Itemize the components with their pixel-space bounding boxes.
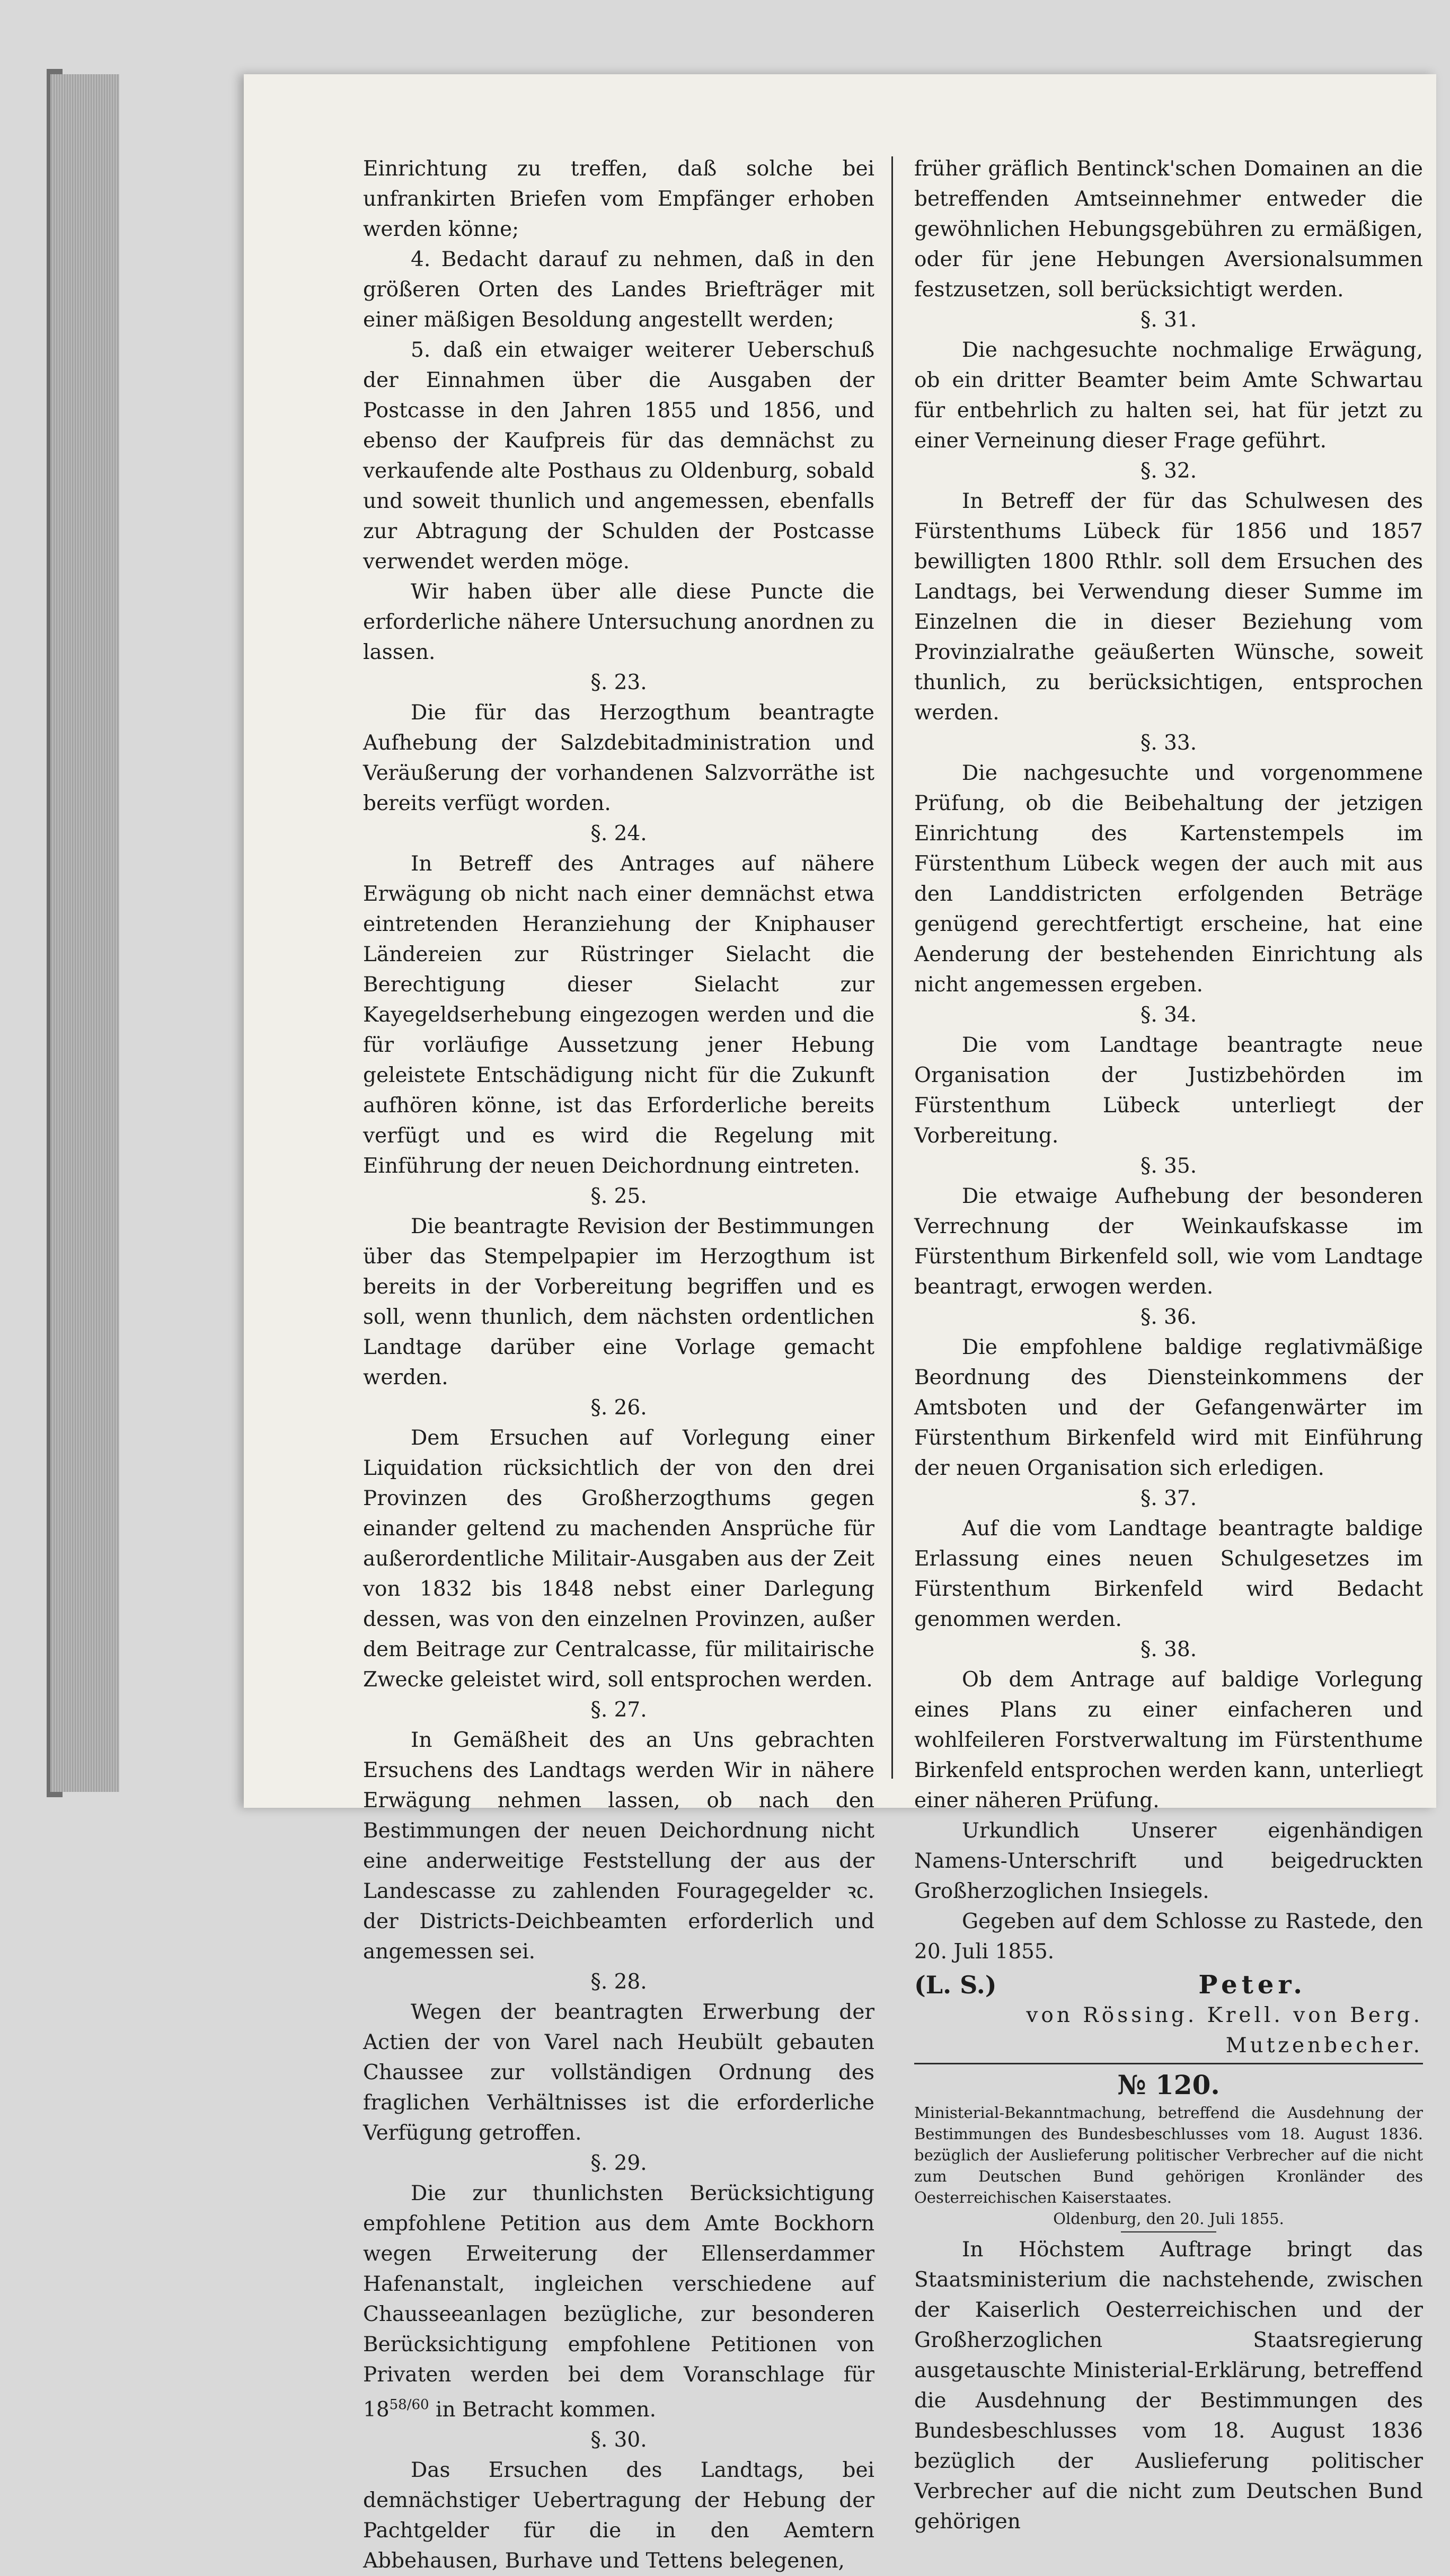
fiscal-year-fraction: 58/60 xyxy=(389,2397,429,2413)
section-heading: §. 33. xyxy=(1140,731,1197,755)
paragraph: Wir haben über alle diese Puncte die erforderliche nähere Untersuchung anordnen zu lassen. xyxy=(363,580,874,664)
right-column xyxy=(914,154,1423,2537)
section-heading: §. 28. xyxy=(590,1970,647,1994)
paragraph: Die vom Landtage beantragte neue Organisation der Justizbehörden im Fürstenthum Lübeck unterliegt der Vorbereitung. xyxy=(914,1033,1423,1148)
section-heading: §. 25. xyxy=(590,1184,647,1208)
paragraph: Die für das Herzogthum beantragte Aufhebung der Salzdebitadministration und Veräußerung der vorhandenen Salzvorräthe ist bereits verfügt worden. xyxy=(363,701,874,815)
paragraph-text: in Betracht kommen. xyxy=(429,2398,656,2422)
paragraph: In Betreff des Antrages auf nähere Erwägung ob nicht nach einer demnächst etwa eintretenden Heranziehung der Kniphauser Ländereien zur Rüstringer Sielacht die Berechtigung dieser Sielacht zur Kayegeldserhebung eingezogen werden und die für vorläufige Aussetzung jener Hebung geleistete Entschädigung nicht für die Zukunft aufhören könne, ist das Erforderliche bereits verfügt und es wird die Regelung mit Einführung der neuen Deichordnung eintreten. xyxy=(363,852,874,1178)
section-heading: §. 32. xyxy=(1140,459,1197,483)
paragraph: Ob dem Antrage auf baldige Vorlegung eines Plans zu einer einfacheren und wohlfeileren Forstverwaltung im Fürstenthume Birkenfeld entsprochen werden kann, unterliegt einer näheren Prüfung. xyxy=(914,1668,1423,1813)
signer-name: Peter. xyxy=(1198,1970,1306,2000)
section-heading: §. 35. xyxy=(1140,1154,1197,1178)
section-heading: §. 36. xyxy=(1140,1305,1197,1329)
signature-row xyxy=(914,1970,1423,2000)
paragraph: früher gräflich Bentinck'schen Domainen an die betreffenden Amtseinnehmer entweder die gewöhnlichen Hebungsgebühren zu ermäßigen, oder für jene Hebungen Aversionalsummen festzusetzen, soll berücksichtigt werden. xyxy=(914,157,1423,302)
paragraph: Die beantragte Revision der Bestimmungen über das Stempelpapier im Herzogthum ist bereits in der Vorbereitung begriffen und es soll, wenn thunlich, dem nächsten ordentlichen Landtage darüber eine Vorlage gemacht werden. xyxy=(363,1215,874,1390)
notice-title: Ministerial-Bekanntmachung, betreffend die Ausdehnung der Bestimmungen des Bundesbeschlusses vom 18. August 1836. bezüglich der Auslieferung politischer Verbrecher auf die nicht zum Deutschen Bund gehörigen Kronländer des Oesterreichischen Kaiserstaates. xyxy=(914,2104,1423,2206)
paragraph: Einrichtung zu treffen, daß solche bei unfrankirten Briefen vom Empfänger erhoben werden könne; xyxy=(363,157,874,241)
minister-signatures: von Rössing. Krell. von Berg. xyxy=(1026,2003,1423,2027)
paragraph: In Betreff der für das Schulwesen des Fürstenthums Lübeck für 1856 und 1857 bewilligten 1800 Rthlr. soll dem Ersuchen des Landtags, bei Verwendung dieser Summe im Einzelnen die in dieser Beziehung vom Provinzialrathe geäußerten Wünsche, soweit thunlich, zu berücksichtigen, entsprochen werden. xyxy=(914,489,1423,725)
horizontal-rule xyxy=(914,2063,1423,2064)
paragraph: 5. daß ein etwaiger weiterer Ueberschuß der Einnahmen über die Ausgaben der Postcasse in den Jahren 1855 und 1856, und ebenso der Kaufpreis für das demnächst zu verkaufende alte Posthaus zu Oldenburg, sobald und soweit thunlich und angemessen, ebenfalls zur Abtragung der Schulden der Postcasse verwendet werden möge. xyxy=(363,338,874,574)
section-heading: §. 30. xyxy=(590,2428,647,2452)
paragraph: In Höchstem Auftrage bringt das Staatsministerium die nachstehende, zwischen der Kaiserlich Oesterreichischen und der Großherzoglichen Staatsregierung ausgetauschte Ministerial-Erklärung, betreffend die Ausdehnung der Bestimmungen des Bundesbeschlusses vom 18. August 1836 bezüglich der Auslieferung politischer Verbrecher auf die nicht zum Deutschen Bund gehörigen xyxy=(914,2238,1423,2534)
section-heading: §. 27. xyxy=(590,1698,647,1722)
section-heading: §. 37. xyxy=(1140,1487,1197,1510)
paragraph: Die empfohlene baldige reglativmäßige Beordnung des Diensteinkommens der Amtsboten und der Gefangenwärter im Fürstenthum Birkenfeld wird mit Einführung der neuen Organisation sich erledigen. xyxy=(914,1335,1423,1480)
section-heading: §. 26. xyxy=(590,1396,647,1420)
column-divider xyxy=(891,156,893,1779)
paragraph xyxy=(363,2178,874,2425)
short-rule xyxy=(1121,2231,1216,2232)
section-heading: §. 23. xyxy=(590,671,647,694)
paragraph: Die nachgesuchte und vorgenommene Prüfung, ob die Beibehaltung der jetzigen Einrichtung des Kartenstempels im Fürstenthum Lübeck wegen der auch mit aus den Landdistricten erfolgenden Beträge genügend gerechtfertigt erscheine, hat eine Aenderung der bestehenden Einrichtung als nicht angemessen ergeben. xyxy=(914,761,1423,997)
paragraph: Auf die vom Landtage beantragte baldige Erlassung eines neuen Schulgesetzes im Fürstenthum Birkenfeld wird Bedacht genommen werden. xyxy=(914,1517,1423,1631)
paragraph: Gegeben auf dem Schlosse zu Rastede, den 20. Juli 1855. xyxy=(914,1910,1423,1964)
paragraph: Das Ersuchen des Landtags, bei demnächstiger Uebertragung der Hebung der Pachtgelder für die in den Aemtern Abbehausen, Burhave und Tettens belegenen, xyxy=(363,2458,874,2573)
paragraph: Die nachgesuchte nochmalige Erwägung, ob ein dritter Beamter beim Amte Schwartau für entbehrlich zu halten sei, hat für jetzt zu einer Verneinung dieser Frage geführt. xyxy=(914,338,1423,453)
book-page-edges xyxy=(50,74,119,1792)
section-heading: §. 29. xyxy=(590,2151,647,2175)
paragraph: Wegen der beantragten Erwerbung der Actien der von Varel nach Heubült gebauten Chaussee zur vollständigen Ordnung des fraglichen Verhältnisses ist die erforderliche Verfügung getroffen. xyxy=(363,2000,874,2145)
book-page xyxy=(244,74,1436,2573)
section-heading: §. 34. xyxy=(1140,1003,1197,1027)
section-heading: §. 24. xyxy=(590,822,647,846)
paragraph: Urkundlich Unserer eigenhändigen Namens-Unterschrift und beigedruckten Großherzoglichen Insiegels. xyxy=(914,1819,1423,1903)
section-heading: §. 38. xyxy=(1140,1638,1197,1661)
notice-number: № 120. xyxy=(1117,2069,1220,2100)
secretary-signature: Mutzenbecher. xyxy=(1225,2034,1423,2058)
paragraph: 4. Bedacht darauf zu nehmen, daß in den größeren Orten des Landes Briefträger mit einer mäßigen Besoldung angestellt werden; xyxy=(363,248,874,332)
notice-dateline: Oldenburg, den 20. Juli 1855. xyxy=(1053,2210,1284,2228)
seal-mark: (L. S.) xyxy=(914,1971,997,1999)
section-heading: §. 31. xyxy=(1140,308,1197,332)
paragraph: Die etwaige Aufhebung der besonderen Verrechnung der Weinkaufskasse im Fürstenthum Birkenfeld soll, wie vom Landtage beantragt, erwogen werden. xyxy=(914,1184,1423,1299)
left-column xyxy=(363,154,874,2576)
paragraph-text: Die zur thunlichsten Berücksichtigung empfohlene Petition aus dem Amte Bockhorn wegen Erweiterung der Ellenserdammer Hafenanstalt, ingleichen verschiedene auf Chausseeanlagen bezügliche, zur besonderen Berücksichtigung empfohlene Petitionen von Privaten werden bei dem Voranschlage für 18 xyxy=(363,2182,874,2422)
paragraph: In Gemäßheit des an Uns gebrachten Ersuchens des Landtags werden Wir in nähere Erwägung nehmen lassen, ob nach den Bestimmungen der neuen Deichordnung nicht eine anderweitige Feststellung der aus der Landescasse zu zahlenden Fouragegelder ꝛc. der Districts-Deichbeamten erforderlich und angemessen sei. xyxy=(363,1728,874,1964)
paragraph: Dem Ersuchen auf Vorlegung einer Liquidation rücksichtlich der von den drei Provinzen des Großherzogthums gegen einander geltend zu machenden Ansprüche für außerordentliche Militair-Ausgaben aus der Zeit von 1832 bis 1848 nebst einer Darlegung dessen, was von den einzelnen Provinzen, außer dem Beitrage zur Centralcasse, für militairische Zwecke geleistet wird, soll entsprochen werden. xyxy=(363,1426,874,1692)
